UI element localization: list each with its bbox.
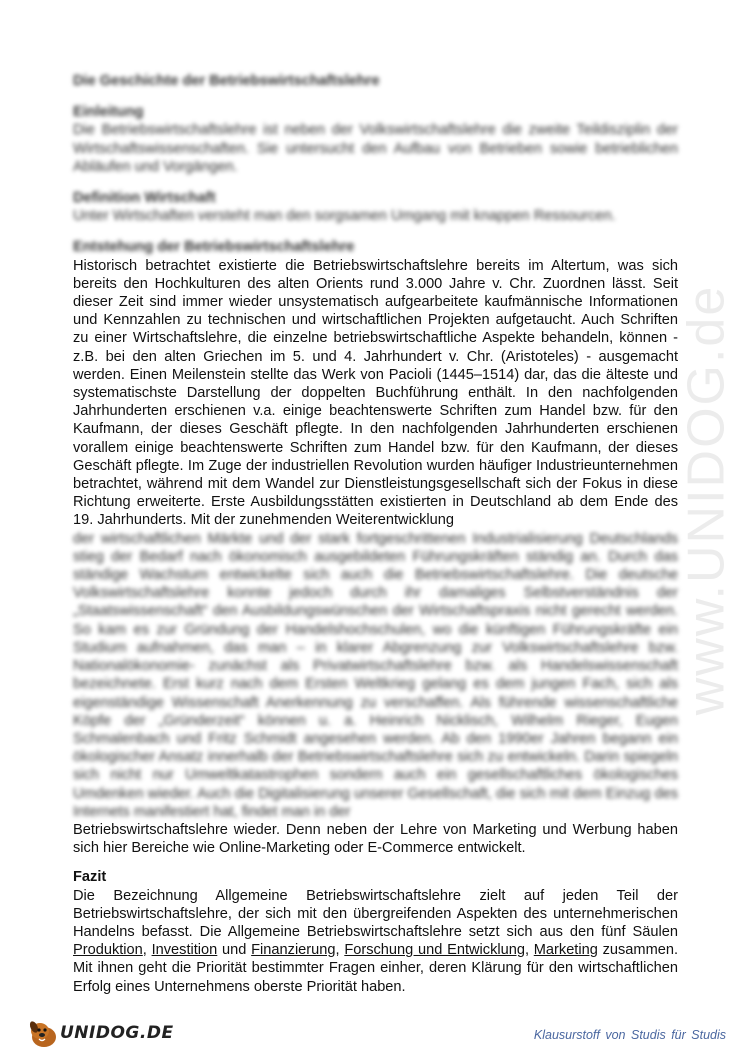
logo-text: UNIDOG.DE [60, 1023, 174, 1043]
fazit-sep4: , [524, 942, 534, 959]
watermark-text: www.UNIDOG.de [677, 284, 735, 716]
fazit-text-part1: Die Bezeichnung Allgemeine Betriebswirtschaftslehre zielt auf jeden Teil der Betriebswirtschaftslehre, der sich mit den übergreifenden Aspekten des unternehmerischen Handelns befasst. Die Allgemeine Betriebswirtschaftslehre setzt sich aus den fünf Säulen [73, 887, 678, 940]
history-heading: Entstehung der Betriebswirtschaftslehre [73, 239, 355, 256]
history-blurred-text: der wirtschaftlichen Märkte und der stark fortgeschrittenen Industrialisierung Deutschlands stieg der Bedarf nach ökonomisch ausgebildeten Führungskräften ständig an. Durch das ständige Wachstum entwickelte sich auch die Betriebswirtschaftslehre. Die deutsche Volkswirtschaftslehre konnte jedoch durch ihr damaliges Selbstverständnis der „Staatswissenschaft“ den Ausbildungswünschen der Wirtschaftspraxis nicht gerecht werden. So kam es zur Gründung der Handelshochschulen, wo die künftigen Führungskräfte ein Studium aufnahmen, das man – in klarer Abgrenzung zur Volkswirtschaftslehre bzw. Nationalökonomie- zunächst als Privatwirtschaftslehre bzw. als Handelswissenschaft bezeichnete. Erst kurz nach dem Ersten Weltkrieg gelang es dem jungen Fach, sich als eigenständige Wissenschaft Anerkennung zu verschaffen. Als führende wissenschaftliche Köpfe der „Gründerzeit“ können u. a. Heinrich Nicklisch, Wilhelm Rieger, Eugen Schmalenbach und Fritz Schmidt angesehen werden. Ab den 1990er Jahren begann ein ökologischer Ansatz innerhalb der Betriebswirtschaftslehre sich zu entwickeln. Darin spiegeln sich nicht nur Umweltkatastrophen sondern auch ein gesellschaftliches ökologisches Umdenken wieder. Auch die Digitalisierung unserer Gesellschaft, die sich mit dem Einzug des Internets manifestiert hat, findet man in der [73, 530, 678, 820]
fazit-sep2: und [217, 942, 252, 959]
link-finanzierung[interactable]: Finanzierung [251, 942, 336, 959]
fazit-sep3: , [335, 942, 345, 959]
fazit-text [73, 887, 678, 996]
definition-heading: Definition Wirtschaft [73, 190, 216, 207]
link-investition[interactable]: Investition [151, 942, 218, 959]
link-marketing[interactable]: Marketing [533, 942, 598, 959]
unidog-logo[interactable] [26, 1015, 174, 1051]
document-title: Die Geschichte der Betriebswirtschaftslehre [73, 73, 380, 89]
document-body [73, 72, 678, 996]
intro-heading: Einleitung [73, 104, 144, 121]
definition-text: Unter Wirtschaften versteht man den sorgsamen Umgang mit knappen Ressourcen. [73, 208, 616, 225]
fazit-text-part2: zusammen. Mit ihnen geht die Priorität bestimmter Fragen einher, deren Klärung für den wirtschaftlichen Erfolg eines Unternehmens oberste Priorität haben. [73, 942, 679, 995]
fazit-sep1: , [142, 942, 152, 959]
intro-text: Die Betriebswirtschaftslehre ist neben der Volkswirtschaftslehre die zweite Teildisziplin der Wirtschaftswissenschaften. Sie untersucht den Aufbau von Betrieben sowie betrieblichen Abläufen und Vorgängen. [73, 122, 678, 175]
link-produktion[interactable]: Produktion [73, 942, 143, 959]
link-forschung-und-entwicklung[interactable]: Forschung und Entwicklung [344, 942, 525, 959]
history-text: Historisch betrachtet existierte die Betriebswirtschaftslehre bereits im Altertum, was sich bereits den Hochkulturen des alten Orients rund 3.000 Jahre v. Chr. Zuordnen lässt. Seit dieser Zeit sind immer wieder unsystematisch aufgearbeitete kaufmännische Informationen und Kennzahlen zu technischen und wirtschaftlichen Projekten aufgetaucht. Auch Schriften zu einer Wirtschaftslehre, die einzelne betriebswirtschaftliche Aspekte behandeln, können - z.B. bei den alten Griechen im 5. und 4. Jahrhundert v. Chr. (Aristoteles) - ausgemacht werden. Einen Meilenstein stellte das Werk von Pacioli (1445–1514) dar, das die älteste und systematischste Darstellung der doppelten Buchführung enthält. In den nachfolgenden Jahrhunderten erschienen v.a. einige beachtenswerte Schriften zum Handel bzw. für den Kaufmann, der dieses Geschäft pflegte. In den nachfolgenden Jahrhunderten erschienen vorallem einige beachtenswerte Schriften zum Handel bzw. für den Kaufmann, der dieses Geschäft pflegte. Im Zuge der industriellen Revolution wurden häufiger Industrieunternehmen betrachtet, während mit dem Wandel zur Dienstleistungsgesellschaft sich der Fokus in diese Richtung erweiterte. Erste Ausbildungsstätten existierten in Deutschland ab dem Ende des 19. Jahrhunderts. Mit der zunehmenden Weiterentwicklung [73, 257, 678, 529]
dog-icon [26, 1015, 62, 1051]
footer-tagline: Klausurstoff von Studis für Studis [533, 1028, 726, 1042]
blurred-section-top [73, 72, 678, 257]
fazit-heading: Fazit [73, 869, 107, 886]
history-end-text: Betriebswirtschaftslehre wieder. Denn neben der Lehre von Marketing und Werbung haben sich hier Bereiche wie Online-Marketing oder E-Commerce entwickelt. [73, 821, 678, 857]
